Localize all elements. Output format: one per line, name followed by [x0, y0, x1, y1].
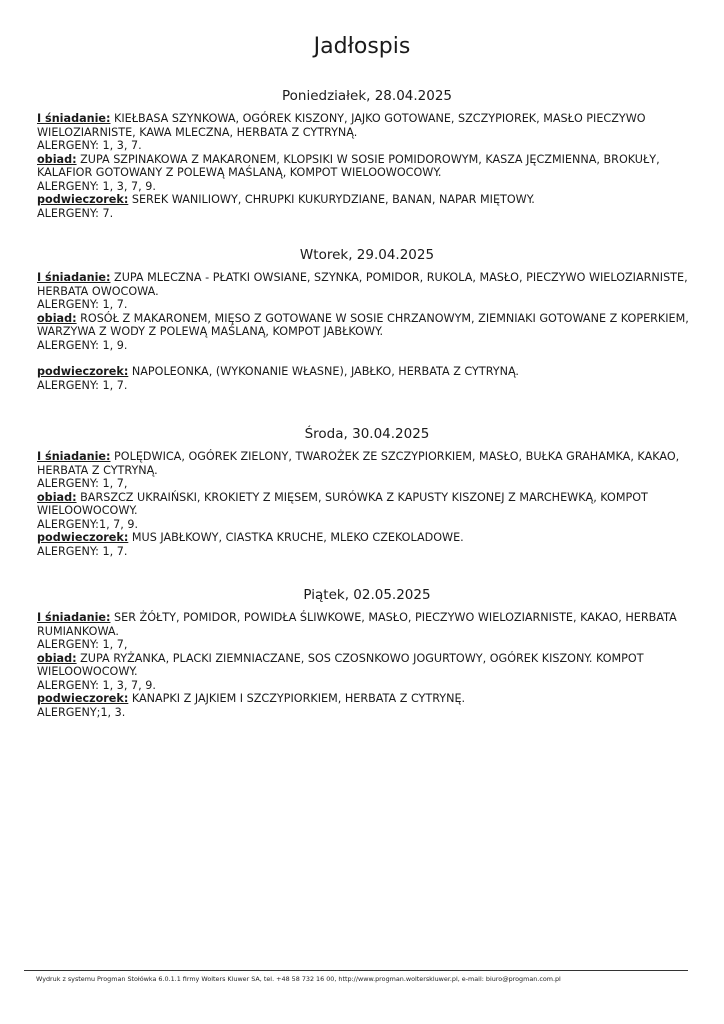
snack-entry — [37, 193, 697, 207]
breakfast-label: I śniadanie: — [37, 450, 111, 463]
snack-entry — [37, 692, 697, 706]
breakfast-allergens: ALERGENY: 1, 3, 7. — [37, 139, 142, 152]
breakfast-text: POLĘDWICA, OGÓREK ZIELONY, TWAROŻEK ZE SZCZYPIORKIEM, MASŁO, BUŁKA GRAHAMKA, KAKAO, HERBATA Z CYTRYNĄ. — [37, 450, 680, 477]
lunch-allergens: ALERGENY: 1, 9. — [37, 338, 128, 352]
lunch-label: obiad: — [37, 311, 77, 325]
lunch-text: ROSÓŁ Z MAKARONEM, MIĘSO Z GOTOWANE W SOSIE CHRZANOWYM, ZIEMNIAKI GOTOWANE Z KOPERKIEM, WARZYWA Z WODY Z POLEWĄ MAŚLANĄ, KOMPOT JABŁKOWY. — [37, 311, 689, 338]
lunch-allergens: ALERGENY: 1, 3, 7, 9. — [37, 678, 156, 692]
lunch-entry — [37, 312, 697, 339]
snack-text: SEREK WANILIOWY, CHRUPKI KUKURYDZIANE, BANAN, NAPAR MIĘTOWY. — [128, 193, 535, 206]
lunch-allergens: ALERGENY:1, 7, 9. — [37, 517, 139, 531]
footer-text: Wydruk z systemu Progman Stołówka 6.0.1.1 firmy Wolters Kluwer SA, tel. +48 58 732 16 00, http://www.progman.wolterskluwer.pl, e-mail: biuro@progman.com.pl — [36, 975, 561, 983]
breakfast-label: I śniadanie: — [37, 112, 111, 125]
breakfast-entry — [37, 112, 697, 139]
snack-entry — [37, 365, 697, 379]
breakfast-allergens: ALERGENY: 1, 7, — [37, 638, 128, 651]
day-section-friday — [37, 587, 697, 719]
lunch-entry — [37, 652, 697, 679]
snack-label: podwieczorek: — [37, 531, 129, 544]
day-section-wednesday — [37, 426, 697, 558]
snack-allergens: ALERGENY;1, 3. — [37, 705, 126, 719]
breakfast-allergens: ALERGENY: 1, 7. — [37, 298, 128, 311]
snack-text: KANAPKI Z JAJKIEM I SZCZYPIORKIEM, HERBATA Z CYTRYNĘ. — [128, 692, 466, 705]
lunch-entry — [37, 153, 697, 180]
lunch-text: BARSZCZ UKRAIŃSKI, KROKIETY Z MIĘSEM, SURÓWKA Z KAPUSTY KISZONEJ Z MARCHEWKĄ, KOMPOT WIELOOWOCOWY. — [37, 490, 648, 517]
spacer — [37, 352, 697, 365]
breakfast-text: KIEŁBASA SZYNKOWA, OGÓREK KISZONY, JAJKO GOTOWANE, SZCZYPIOREK, MASŁO PIECZYWO WIELOZIARNISTE, KAWA MLECZNA, HERBATA Z CYTRYNĄ. — [37, 112, 646, 139]
page-title: Jadłospis — [313, 34, 411, 59]
snack-entry — [37, 531, 697, 545]
lunch-text: ZUPA RYŻANKA, PLACKI ZIEMNIACZANE, SOS CZOSNKOWO JOGURTOWY, OGÓREK KISZONY. KOMPOT WIELOOWOCOWY. — [37, 651, 644, 678]
breakfast-entry — [37, 611, 697, 638]
lunch-allergens: ALERGENY: 1, 3, 7, 9. — [37, 179, 156, 193]
snack-text: NAPOLEONKA, (WYKONANIE WŁASNE), JABŁKO, HERBATA Z CYTRYNĄ. — [128, 365, 519, 378]
breakfast-entry — [37, 450, 697, 477]
day-header: Wtorek, 29.04.2025 — [299, 247, 435, 263]
snack-label: podwieczorek: — [37, 193, 129, 206]
day-section-monday — [37, 88, 697, 220]
footer-divider — [24, 970, 688, 971]
day-header: Poniedziałek, 28.04.2025 — [281, 88, 453, 104]
lunch-text: ZUPA SZPINAKOWA Z MAKARONEM, KLOPSIKI W SOSIE POMIDOROWYM, KASZA JĘCZMIENNA, BROKUŁY, KALAFIOR GOTOWANY Z POLEWĄ MAŚLANĄ, KOMPOT WIELOOWOCOWY. — [37, 152, 660, 179]
lunch-entry — [37, 491, 697, 518]
day-header: Środa, 30.04.2025 — [304, 426, 430, 442]
snack-label: podwieczorek: — [37, 365, 129, 378]
lunch-label: obiad: — [37, 651, 77, 665]
breakfast-text: SER ŻÓŁTY, POMIDOR, POWIDŁA ŚLIWKOWE, MASŁO, PIECZYWO WIELOZIARNISTE, KAKAO, HERBATA RUMIANKOWA. — [37, 611, 677, 638]
snack-label: podwieczorek: — [37, 692, 129, 705]
breakfast-allergens: ALERGENY: 1, 7, — [37, 477, 128, 490]
day-section-tuesday — [37, 247, 697, 392]
day-header: Piątek, 02.05.2025 — [303, 587, 431, 603]
lunch-label: obiad: — [37, 152, 77, 166]
breakfast-text: ZUPA MLECZNA - PŁATKI OWSIANE, SZYNKA, POMIDOR, RUKOLA, MASŁO, PIECZYWO WIELOZIARNISTE, HERBATA OWOCOWA. — [37, 271, 688, 298]
snack-allergens: ALERGENY: 1, 7. — [37, 544, 128, 558]
snack-allergens: ALERGENY: 7. — [37, 206, 114, 220]
lunch-label: obiad: — [37, 490, 77, 504]
snack-allergens: ALERGENY: 1, 7. — [37, 378, 128, 392]
breakfast-entry — [37, 271, 697, 298]
breakfast-label: I śniadanie: — [37, 611, 111, 624]
snack-text: MUS JABŁKOWY, CIASTKA KRUCHE, MLEKO CZEKOLADOWE. — [128, 531, 464, 544]
breakfast-label: I śniadanie: — [37, 271, 111, 284]
